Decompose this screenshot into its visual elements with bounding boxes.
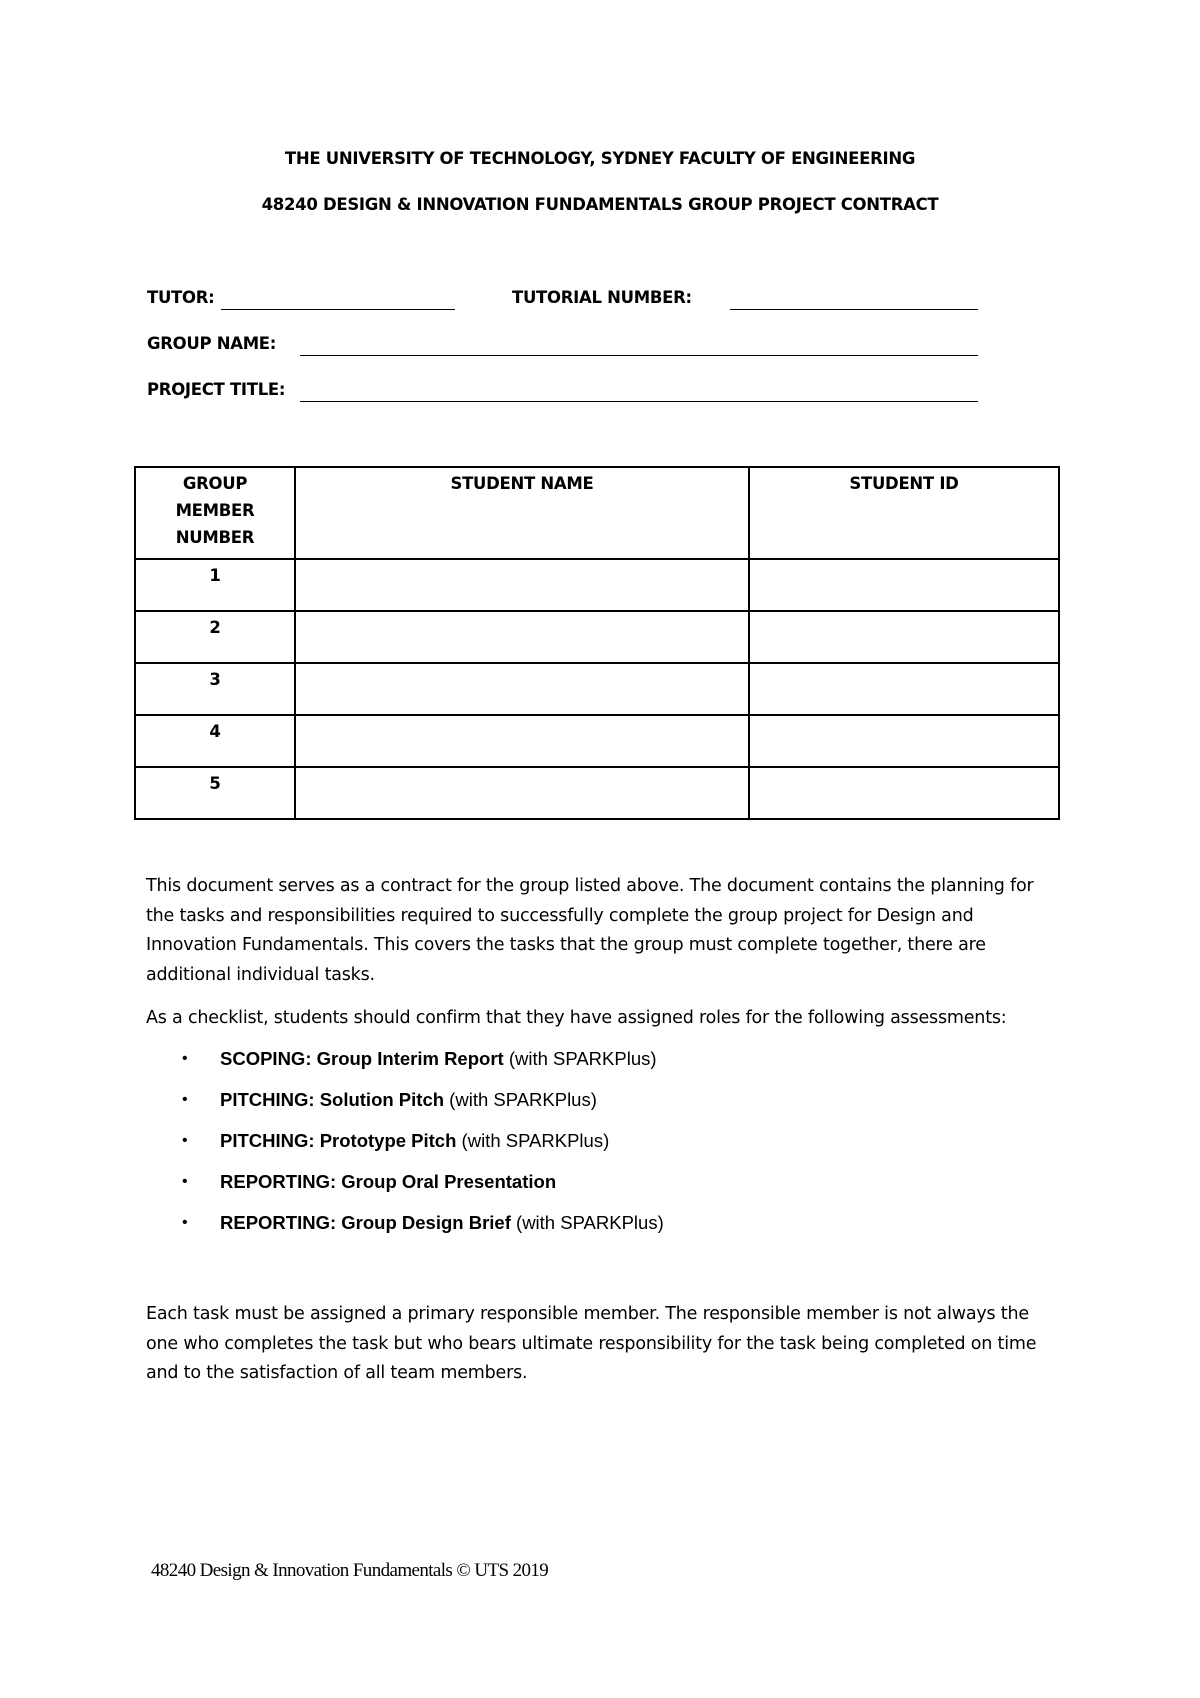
student-name-cell[interactable]: [295, 559, 749, 611]
responsibility-paragraph: Each task must be assigned a primary responsible member. The responsible member is not always the one who completes the task but who bears ultimate responsibility for the task being completed on time and to the satisfaction of all team members.: [146, 1304, 1037, 1383]
project-title-label: PROJECT TITLE:: [147, 380, 286, 399]
checklist-intro-paragraph: As a checklist, students should confirm that they have assigned roles for the following assessments:: [146, 1008, 1007, 1028]
member-number: 3: [135, 663, 295, 715]
group-members-table: [134, 466, 1060, 820]
table-row: [135, 559, 1059, 611]
assessment-note: (with SPARKPlus): [503, 1048, 657, 1069]
project-title-field[interactable]: [300, 401, 978, 402]
student-name-cell[interactable]: [295, 715, 749, 767]
group-name-field[interactable]: [300, 355, 978, 356]
student-id-cell[interactable]: [749, 611, 1059, 663]
assessment-note: (with SPARKPlus): [456, 1130, 610, 1151]
header-student-id: STUDENT ID: [749, 467, 1059, 559]
bullet-icon: •: [182, 1214, 188, 1231]
tutor-label: TUTOR:: [147, 288, 215, 307]
member-number: 5: [135, 767, 295, 819]
table-row: [135, 767, 1059, 819]
bullet-icon: •: [182, 1050, 188, 1067]
tutorial-number-field[interactable]: [730, 309, 978, 310]
assessment-checklist: [180, 1046, 664, 1251]
table-row: [135, 715, 1059, 767]
student-id-cell[interactable]: [749, 663, 1059, 715]
table-header-row: [135, 467, 1059, 559]
document-subtitle: 48240 DESIGN & INNOVATION FUNDAMENTALS GROUP PROJECT CONTRACT: [261, 195, 939, 214]
header-student-name: STUDENT NAME: [295, 467, 749, 559]
header-line: NUMBER: [175, 528, 255, 547]
group-name-label: GROUP NAME:: [147, 334, 277, 353]
assessment-note: (with SPARKPlus): [510, 1212, 664, 1233]
student-id-cell[interactable]: [749, 715, 1059, 767]
student-name-cell[interactable]: [295, 767, 749, 819]
table-row: [135, 611, 1059, 663]
list-item: [180, 1210, 664, 1251]
assessment-name: PITCHING: Solution Pitch: [220, 1089, 445, 1110]
header-line: MEMBER: [175, 501, 255, 520]
member-number: 2: [135, 611, 295, 663]
tutorial-number-label: TUTORIAL NUMBER:: [512, 288, 692, 307]
assessment-name: REPORTING: Group Design Brief: [220, 1212, 511, 1233]
page-footer: 48240 Design & Innovation Fundamentals © UTS 2019: [151, 1560, 549, 1581]
student-name-cell[interactable]: [295, 611, 749, 663]
contract-intro-paragraph: This document serves as a contract for the group listed above. The document contains the planning for the tasks and responsibilities required to successfully complete the group project for Design and Innovation Fundamentals. This covers the tasks that the group must complete together, there are additional individual tasks.: [146, 876, 1034, 985]
assessment-name: PITCHING: Prototype Pitch: [220, 1130, 457, 1151]
bullet-icon: •: [182, 1173, 188, 1190]
document-title: THE UNIVERSITY OF TECHNOLOGY, SYDNEY FACULTY OF ENGINEERING: [284, 149, 916, 168]
assessment-name: REPORTING: Group Oral Presentation: [220, 1171, 557, 1192]
bullet-icon: •: [182, 1132, 188, 1149]
header-group-member-number: [135, 467, 295, 559]
student-id-cell[interactable]: [749, 767, 1059, 819]
bullet-icon: •: [182, 1091, 188, 1108]
student-name-cell[interactable]: [295, 663, 749, 715]
header-line: GROUP: [182, 474, 248, 493]
student-id-cell[interactable]: [749, 559, 1059, 611]
tutor-field[interactable]: [221, 309, 455, 310]
assessment-name: SCOPING: Group Interim Report: [220, 1048, 504, 1069]
table-row: [135, 663, 1059, 715]
member-number: 1: [135, 559, 295, 611]
assessment-note: (with SPARKPlus): [444, 1089, 597, 1110]
list-item: [180, 1169, 664, 1210]
list-item: [180, 1087, 664, 1128]
list-item: [180, 1046, 664, 1087]
member-number: 4: [135, 715, 295, 767]
list-item: [180, 1128, 664, 1169]
